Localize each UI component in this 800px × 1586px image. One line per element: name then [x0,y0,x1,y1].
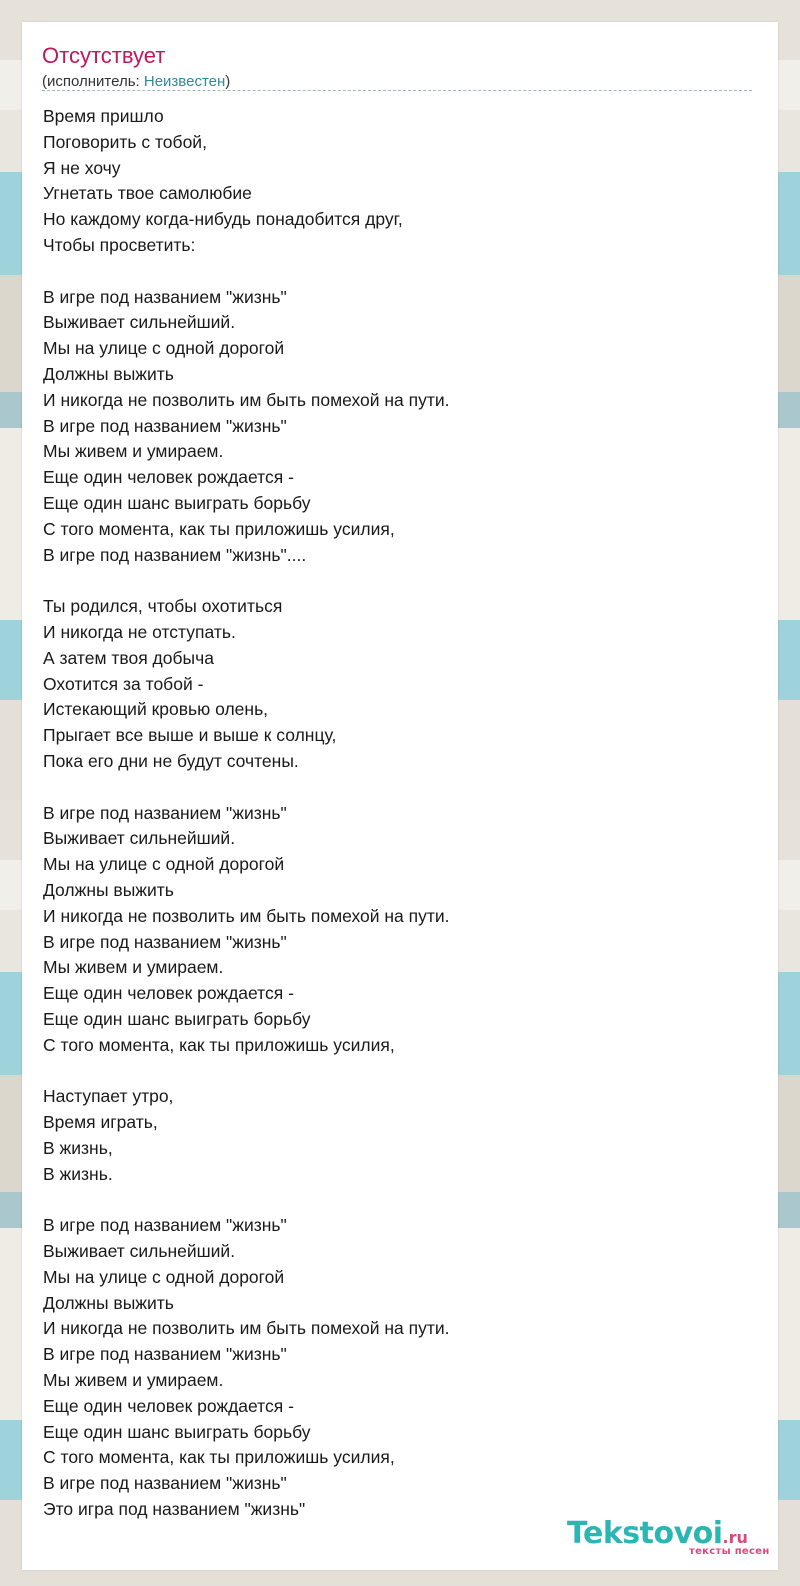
stanza-break [43,1058,743,1084]
header-divider [42,90,752,91]
lyrics-card [22,22,778,1570]
lyric-line: Истекающий кровью олень, [43,699,269,720]
lyric-line: Угнетать твое самолюбие [43,183,252,204]
lyric-line: Ты родился, чтобы охотиться [43,596,283,617]
lyric-line: И никогда не отступать. [43,621,236,642]
lyric-line: В жизнь. [43,1163,113,1184]
lyric-line: Еще один шанс выиграть борьбу [43,1008,311,1029]
logo-tld: .ru [722,1528,748,1547]
lyric-line: С того момента, как ты приложишь усилия, [43,518,395,539]
lyric-line: И никогда не позволить им быть помехой на пути. [43,1318,450,1339]
stanza-break [43,259,743,285]
lyric-line: Это игра под названием "жизнь" [43,1499,306,1520]
lyric-line: В игре под названием "жизнь" [43,415,287,436]
artist-suffix: ) [225,73,231,90]
lyric-line: Еще один человек рождается - [43,1395,294,1416]
stanza-break [43,775,743,801]
lyric-line: Выживает сильнейший. [43,828,236,849]
lyric-line: Выживает сильнейший. [43,1241,236,1262]
lyric-line: Прыгает все выше и выше к солнцу, [43,725,337,746]
stanza-break [43,1187,743,1213]
lyric-line: В игре под названием "жизнь" [43,1344,287,1365]
stanza-break [43,568,743,594]
logo-tagline: тексты песен [689,1546,770,1557]
lyric-line: И никогда не позволить им быть помехой на пути. [43,905,450,926]
lyric-line: В игре под названием "жизнь" [43,1215,287,1236]
lyric-line: Должны выжить [43,363,174,384]
lyric-line: Время играть, [43,1112,158,1133]
lyric-line: С того момента, как ты приложишь усилия, [43,1447,395,1468]
song-header [42,42,752,92]
lyric-line: В игре под названием "жизнь".... [43,544,307,565]
lyric-line: Еще один человек рождается - [43,983,294,1004]
lyric-line: Я не хочу [43,157,121,178]
lyric-line: А затем твоя добыча [43,647,214,668]
lyric-line: Мы на улице с одной дорогой [43,854,285,875]
site-logo[interactable] [567,1516,777,1556]
lyric-line: Еще один человек рождается - [43,467,294,488]
lyric-line: Выживает сильнейший. [43,312,236,333]
lyric-line: Еще один шанс выиграть борьбу [43,1421,311,1442]
lyric-line: Наступает утро, [43,1086,174,1107]
lyric-line: Поговорить с тобой, [43,131,207,152]
lyric-line: В игре под названием "жизнь" [43,931,287,952]
lyric-line: С того момента, как ты приложишь усилия, [43,1034,395,1055]
song-title: Отсутствует [42,43,166,68]
lyric-line: Чтобы просветить: [43,234,196,255]
lyric-line: Мы живем и умираем. [43,441,224,462]
lyric-line: Еще один шанс выиграть борьбу [43,492,311,513]
lyric-line: В игре под названием "жизнь" [43,802,287,823]
lyric-line: Должны выжить [43,1292,174,1313]
lyric-line: Мы живем и умираем. [43,1370,224,1391]
artist-prefix: (исполнитель: [42,73,144,90]
lyric-line: В игре под названием "жизнь" [43,1473,287,1494]
lyric-line: Мы на улице с одной дорогой [43,338,285,359]
lyric-line: В жизнь, [43,1137,113,1158]
lyric-line: Время пришло [43,106,164,126]
lyric-line: Пока его дни не будут сочтены. [43,750,299,771]
lyric-line: Мы живем и умираем. [43,957,224,978]
lyrics-text [43,104,743,1523]
artist-link[interactable]: Неизвестен [143,73,226,90]
lyric-line: Должны выжить [43,879,174,900]
lyric-line: В игре под названием "жизнь" [43,286,287,307]
lyric-line: Мы на улице с одной дорогой [43,1266,285,1287]
artist-line [42,72,752,92]
lyric-line: Но каждому когда-нибудь понадобится друг, [43,209,403,230]
lyric-line: Охотится за тобой - [43,673,204,694]
logo-wordmark: Tekstovoi [567,1516,723,1551]
lyric-line: И никогда не позволить им быть помехой на пути. [43,389,450,410]
